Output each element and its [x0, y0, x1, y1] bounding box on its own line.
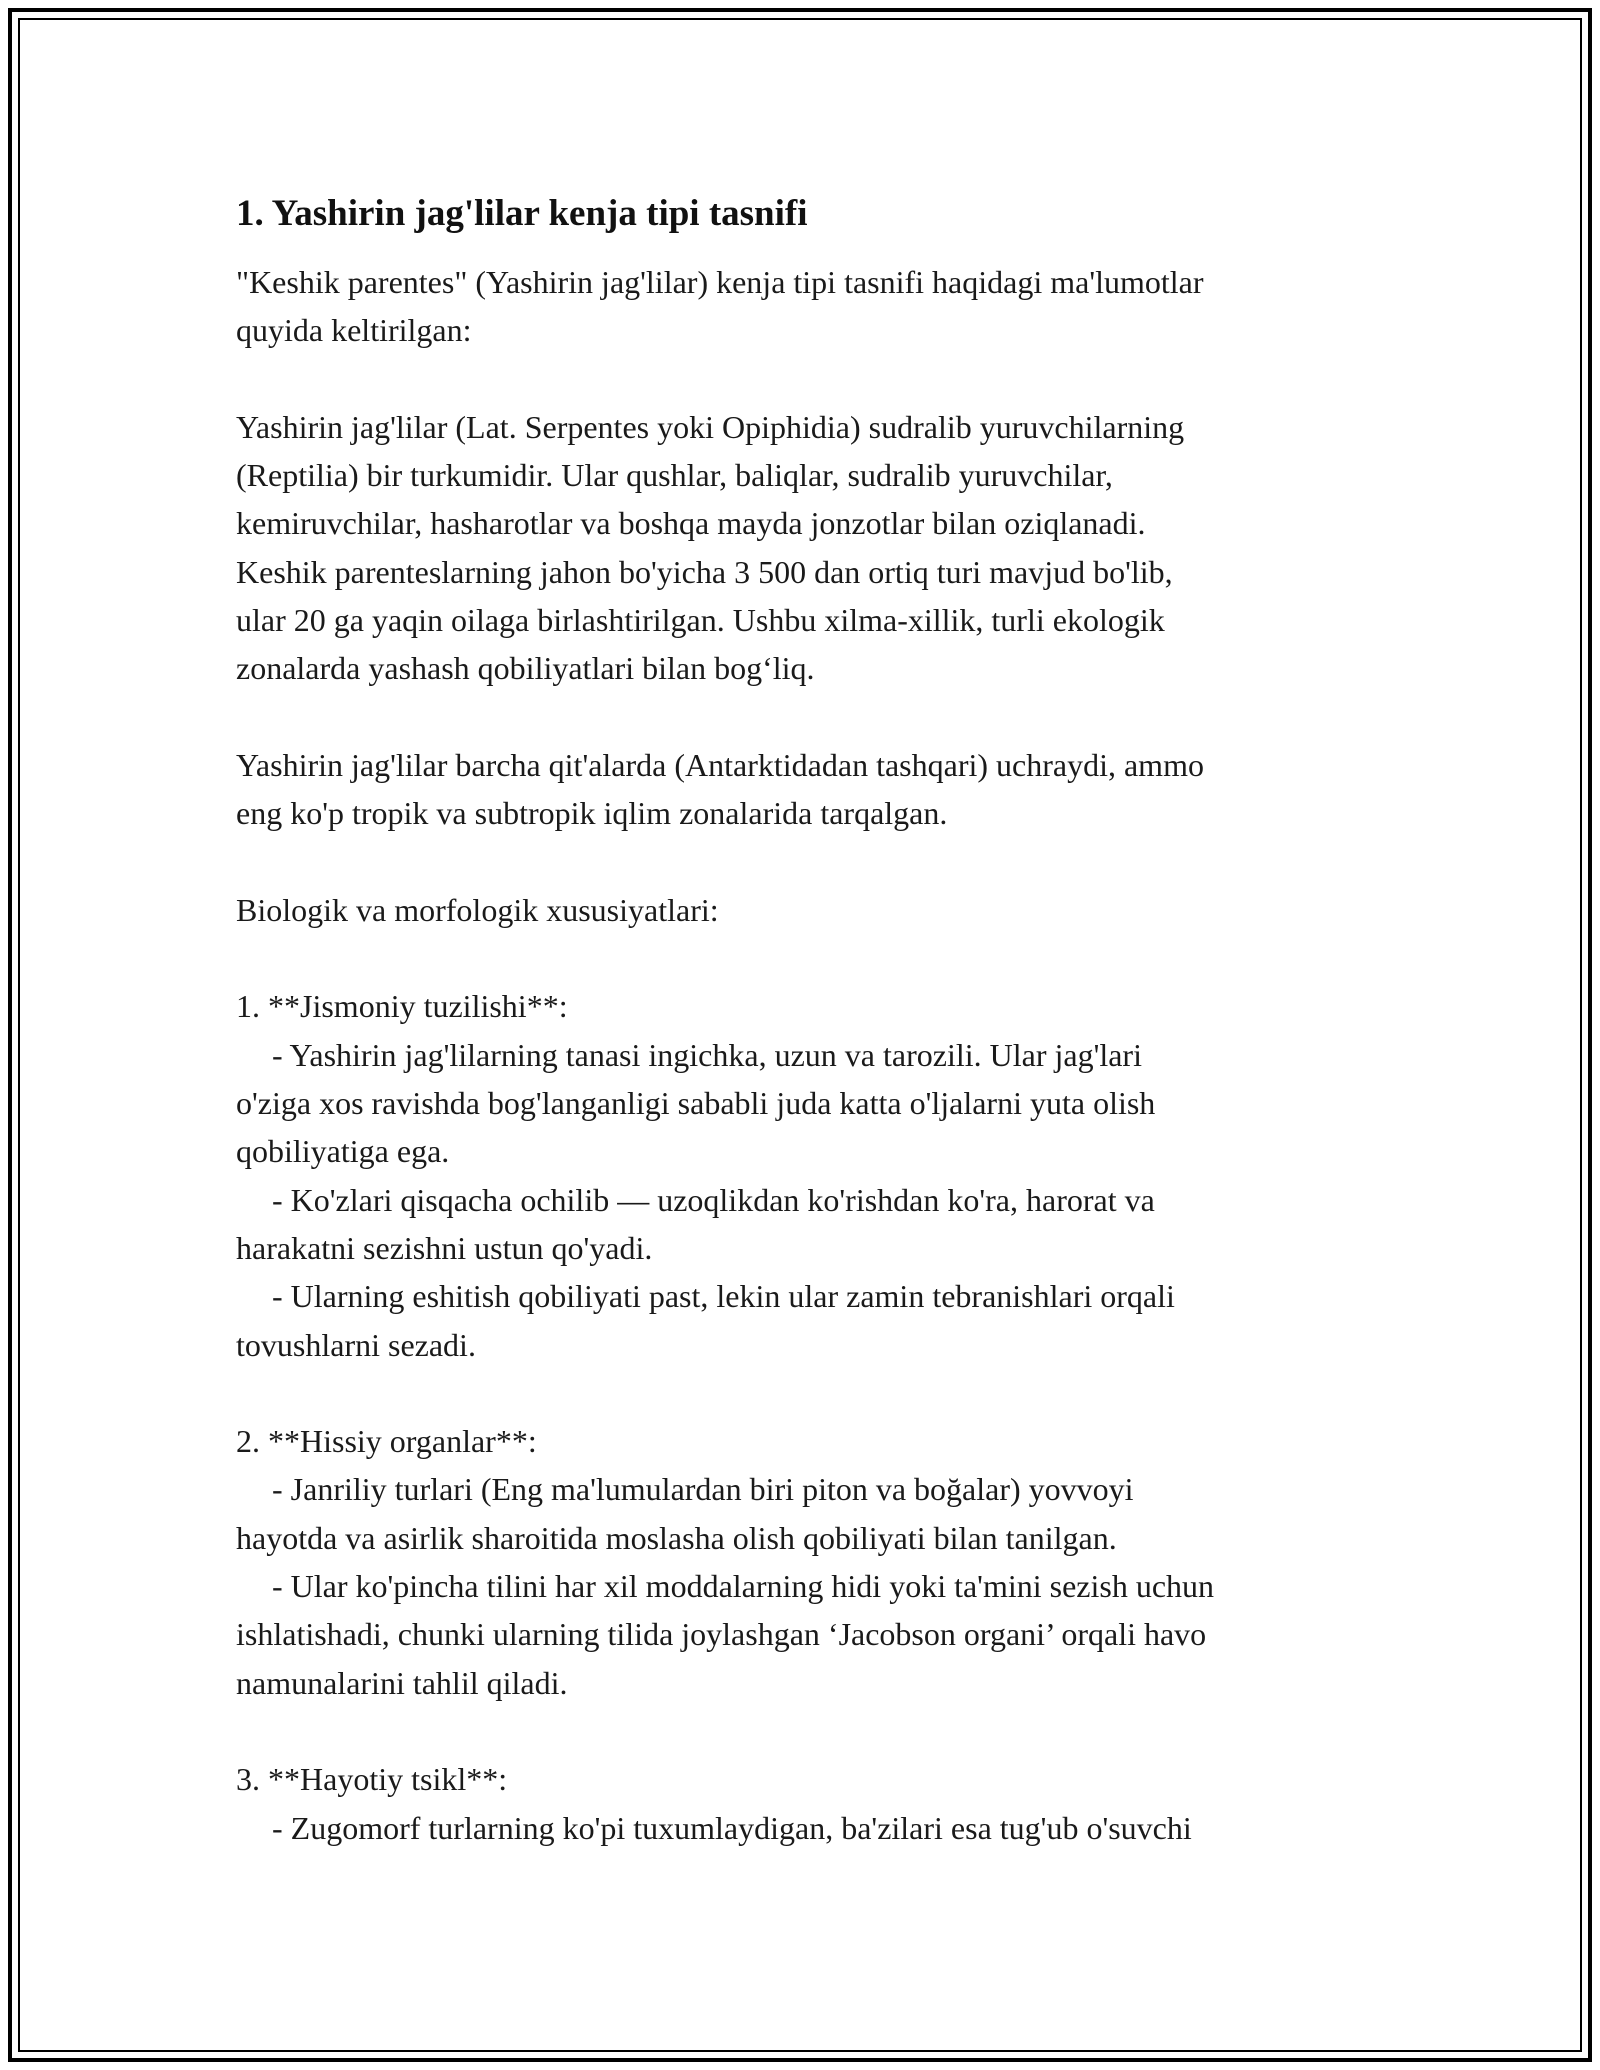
bullet-line: - Ular ko'pincha tilini har xil moddalarning hidi yoki ta'mini sezish uchun: [272, 1568, 1215, 1605]
section-heading: Biologik va morfologik xususiyatlari:: [236, 891, 719, 928]
list-item-heading: 2. **Hissiy organlar**:: [236, 1423, 537, 1460]
bullet-continuation: hayotda va asirlik sharoitida moslasha olish qobiliyati bilan tanilgan.: [236, 1519, 1117, 1556]
bullet-line: - Zugomorf turlarning ko'pi tuxumlaydigan, ba'zilari esa tug'ub o'suvchi: [272, 1809, 1192, 1846]
bullet-continuation: harakatni sezishni ustun qo'yadi.: [236, 1229, 653, 1266]
bullet-continuation: qobiliyatiga ega.: [236, 1133, 450, 1170]
paragraph-gap: [236, 1707, 1366, 1755]
paragraph-gap: [236, 693, 1366, 741]
document-title: 1. Yashirin jag'lilar kenja tipi tasnifi: [236, 193, 808, 234]
distribution-paragraph: Yashirin jag'lilar barcha qit'alarda (Antarktidadan tashqari) uchraydi, ammo eng ko'p tropik va subtropik iqlim zonalarida tarqalgan.: [236, 746, 1204, 832]
bullet-line: - Ularning eshitish qobiliyati past, lekin ular zamin tebranishlari orqali: [272, 1278, 1175, 1315]
list-item: [236, 982, 1366, 1368]
list-item: [236, 1417, 1366, 1707]
description-paragraph: Yashirin jag'lilar (Lat. Serpentes yoki Opiphidia) sudralib yuruvchilarning (Reptilia) bir turkumidir. Ular qushlar, baliqlar, sudralib yuruvchilar, kemiruvchilar, hasharotlar va boshqa mayda jonzotlar bilan oziqlanadi. Keshik parenteslarning jahon bo'yicha 3 500 dan ortiq turi mavjud bo'lib, ular 20 ga yaqin oilaga birlashtirilgan. Ushbu xilma-xillik, turli ekologik zonalarda yashash qobiliyatlari bilan bog‘liq.: [236, 408, 1185, 687]
bullet-continuation: tovushlarni sezadi.: [236, 1326, 476, 1363]
list-item-heading: 3. **Hayotiy tsikl**:: [236, 1761, 508, 1798]
bullet-continuation: namunalarini tahlil qiladi.: [236, 1664, 568, 1701]
list-item: [236, 1755, 1366, 1852]
paragraph-gap: [236, 934, 1366, 982]
bullet-line: - Ko'zlari qisqacha ochilib — uzoqlikdan ko'rishdan ko'ra, harorat va: [272, 1181, 1155, 1218]
bullet-continuation: o'ziga xos ravishda bog'langanligi sababli juda katta o'ljalarni yuta olish: [236, 1085, 1156, 1122]
document-body: [236, 188, 1366, 1852]
list-item-heading: 1. **Jismoniy tuzilishi**:: [236, 988, 568, 1025]
paragraph-gap: [236, 355, 1366, 403]
bullet-line: - Janriliy turlari (Eng ma'lumulardan biri piton va boğalar) yovvoyi: [272, 1471, 1134, 1508]
bullet-continuation: ishlatishadi, chunki ularning tilida joylashgan ‘Jacobson organi’ orqali havo: [236, 1616, 1207, 1653]
paragraph-gap: [236, 838, 1366, 886]
intro-paragraph: "Keshik parentes" (Yashirin jag'lilar) kenja tipi tasnifi haqidagi ma'lumotlar quyida keltirilgan:: [236, 264, 1204, 349]
bullet-line: - Yashirin jag'lilarning tanasi ingichka, uzun va tarozili. Ular jag'lari: [272, 1036, 1142, 1073]
paragraph-gap: [236, 1369, 1366, 1417]
